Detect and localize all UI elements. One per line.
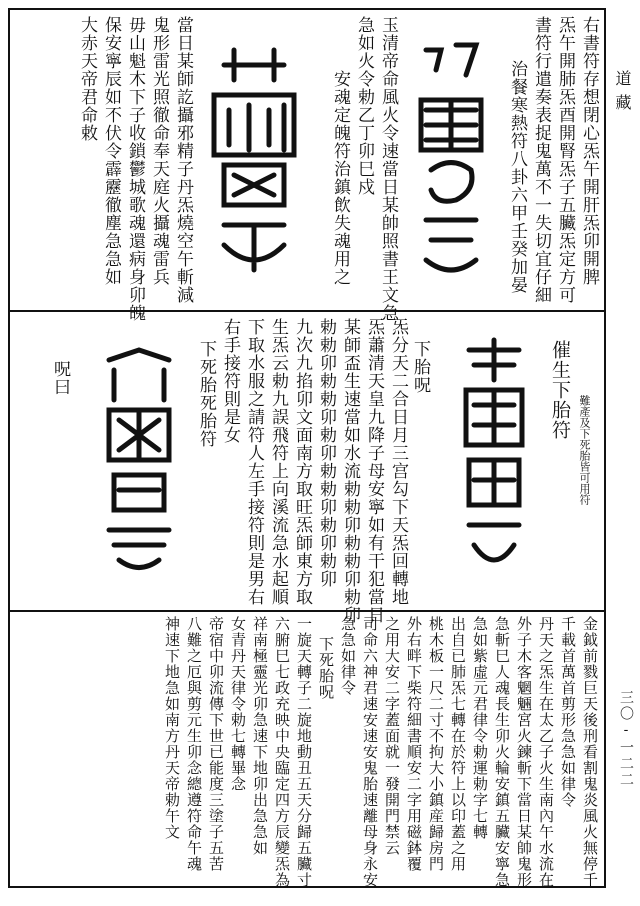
mid-col-4: 某師盃生速當如水流勅勅卯勅勅卯勅卯	[340, 318, 360, 624]
bottom-col-10: 之用大安二字蓋面就一發開門禁云	[383, 616, 401, 856]
bottom-col-12: 急急如律令	[339, 616, 357, 696]
bottom-col-2: 千載首萬首剪形急急如律令	[559, 616, 577, 808]
section-divider-bottom	[10, 610, 604, 612]
bottom-col-14: 一旋天轉子二旋地動丑五天分歸五臟寸	[295, 616, 313, 888]
mid-col-11: 呪曰	[50, 360, 70, 396]
bottom-col-11: 司命六神君速安速安鬼胎速離母身永安	[361, 616, 379, 888]
top-col-3: 書符行遣奏表捉鬼萬不一失切宜仔細	[531, 16, 551, 304]
bottom-col-5: 急斬巳人魂長生卯火輪安鎮五臟安寧急	[493, 616, 511, 888]
mid-col-3: 炁蕭清天皇九降子母安寧如有干犯當日	[364, 318, 384, 624]
top-col-4: 治餐寒熱符八卦六甲壬癸加晏	[507, 60, 527, 294]
bottom-col-16: 祥南極靈光卯急速下地卯出急急如	[251, 616, 269, 856]
mid-col-7: 生炁云勅九誤飛符上向溪流急水起順	[268, 318, 288, 606]
bottom-col-17: 女青丹天律令勅七轉畢念	[229, 616, 247, 792]
top-col-6: 急如火令勅乙丁卯巳戍	[354, 16, 374, 196]
talisman-calm-soul-icon	[204, 35, 304, 285]
top-col-8: 當日某師訖攝邪精子丹炁燒空午斬減	[173, 16, 193, 304]
mid-note: 難產及下死胎皆可用符	[578, 395, 591, 505]
top-col-1: 右書符存想閉心炁午開肝炁卯開脾	[579, 16, 599, 286]
mid-col-2: 炁分天二合日月三宫勾下天炁回轉地	[388, 318, 408, 606]
bottom-col-9: 外右畔下柴符細書順安二字用磁鉢覆	[405, 616, 423, 872]
bottom-col-19: 八難之厄與剪元生卯念總遵符命午魂	[185, 616, 203, 872]
bottom-col-1: 金鉞前戮巨天後刑看割鬼炎風火無停千	[581, 616, 599, 888]
bottom-col-6: 急如紫虛元君律令勅運勅字七轉	[471, 616, 489, 840]
top-col-11: 保安寧辰如不伏令霹靂徹塵急急如	[101, 16, 121, 286]
bottom-col-8: 桃木板一尺二寸不拘大小鎮産歸房門	[427, 616, 445, 872]
top-col-10: 毋山魁木下子收鎖鬱城歌魂還病身卯魄	[125, 16, 145, 322]
talisman-birth-icon	[454, 330, 534, 590]
mid-col-10: 下死胎死胎符	[196, 340, 216, 448]
bottom-col-4: 外子木客魍魎宮火鍊斬下當日某帥鬼形	[515, 616, 533, 888]
mid-title: 催生下胎符	[549, 340, 571, 440]
top-col-5: 玉清帝命風火令速當日某帥照書王文急	[378, 16, 398, 322]
mid-col-1: 下胎呪	[410, 340, 430, 394]
top-col-7: 安魂定魄符治鎮飲失魂用之	[330, 70, 350, 286]
talisman-thunder-icon	[406, 30, 496, 290]
bottom-col-13: 下死胎呪	[317, 636, 335, 700]
page-frame	[8, 8, 606, 888]
talisman-dead-fetus-icon	[94, 340, 184, 580]
section-divider-top	[10, 310, 604, 312]
mid-col-8: 下取水服之請符人左手接符則是男右	[244, 318, 264, 606]
page-number: 三〇-一二二	[618, 690, 634, 788]
top-col-9: 鬼形雷光照徹命奉天庭火攝魂雷兵	[149, 16, 169, 286]
mid-col-9: 右手接符則是女	[220, 318, 240, 444]
bottom-col-3: 丹天之炁生在太乙子火生南內午水流在	[537, 616, 555, 888]
mid-col-6: 九次九掐卯文面南方取旺炁師東方取	[292, 318, 312, 606]
top-col-12: 大赤天帝君命敕	[77, 16, 97, 142]
top-col-2: 炁午開肺炁酉開腎炁子五臟炁定方可	[555, 16, 575, 304]
book-title: 道藏	[613, 70, 632, 118]
bottom-col-20: 神速下地急如南方丹天帝勅午文	[163, 616, 181, 840]
bottom-col-18: 帝宿中卯流傳下世已能度三塗子五苦	[207, 616, 225, 872]
bottom-col-15: 六腑巳七政充映中央臨定四方辰變炁為	[273, 616, 291, 888]
mid-col-5: 勅勅卯勅勅卯勅卯勅勅卯勅卯勅卯	[316, 318, 336, 588]
bottom-col-7: 出自已肺炁七轉在於符上以印蓋之用	[449, 616, 467, 872]
